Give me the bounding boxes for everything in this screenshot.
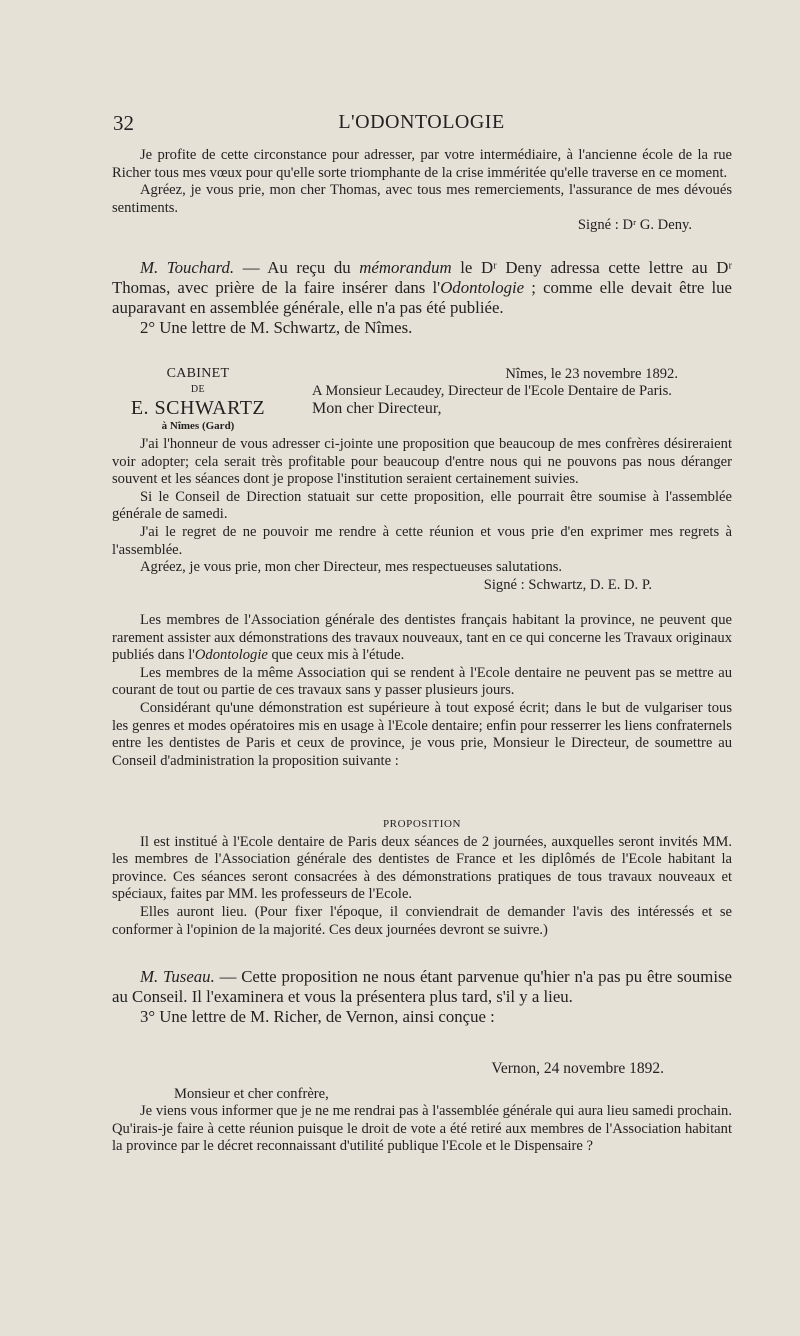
running-title: L'ODONTOLOGIE [338, 111, 505, 133]
paragraph: Elles auront lieu. (Pour fixer l'époque, il conviendrait de demander l'avis des intéressés et se conformer à l'opinion de la majorité. Ces deux journées devront se suivre.) [112, 903, 732, 938]
text-run: mémorandum [359, 258, 452, 277]
tuseau-remark [112, 967, 732, 1027]
journal-name: Odontologie [194, 647, 268, 664]
letter-date: Nîmes, le 23 novembre 1892. [505, 366, 678, 382]
journal-name: Odontologie [440, 278, 525, 297]
salutation: Mon cher Directeur, [312, 400, 442, 417]
paragraph: J'ai le regret de ne pouvoir me rendre à cette réunion et vous prie d'en exprimer mes regrets à l'assemblée. [112, 523, 732, 558]
letterhead-line: à Nîmes (Gard) [161, 420, 235, 432]
letterhead [112, 366, 732, 432]
paragraph: J'ai l'honneur de vous adresser ci-jointe une proposition que beaucoup de mes confrères désireraient voir adopter; cela serait très profitable pour beaucoup d'entre nous qui ne pouvons pas nous déranger souvent et les séances dont je propose l'institution seraient certainement suivies. [112, 436, 732, 488]
letter-date: Vernon, 24 novembre 1892. [491, 1060, 664, 1077]
section-heading: PROPOSITION [382, 818, 462, 830]
list-item: 2° Une lettre de M. Schwartz, de Nîmes. [140, 318, 413, 337]
paragraph: Agréez, je vous prie, mon cher Directeur, mes respectueuses salutations. [140, 559, 563, 576]
paragraph: Les membres de la même Association qui se rendent à l'Ecole dentaire ne peuvent pas se mettre au courant de tout ou partie de ces travaux sans y passer plusieurs jours. [112, 664, 732, 699]
richer-letter [112, 1060, 732, 1156]
text-run: — Au reçu du [234, 258, 360, 277]
page-number: 32 [113, 111, 134, 135]
signature: Signé : Schwartz, D. E. D. P. [483, 576, 652, 593]
text-run: ; comme elle devait être lue auparavant en assemblée générale, elle n'a pas été publiée. [112, 278, 732, 317]
speaker-name: M. Tuseau. [140, 967, 215, 986]
speaker-name: M. Touchard. [140, 258, 235, 277]
letterhead-left [112, 366, 284, 434]
schwartz-letter [112, 436, 732, 594]
paragraph: Agréez, je vous prie, mon cher Thomas, avec tous mes remerciements, l'assurance de mes dévoués sentiments. [112, 182, 732, 216]
text-run: le Dʳ Deny adressa cette lettre au Dʳ Thomas, avec prière de la faire insérer dans l' [112, 258, 733, 297]
addressee: A Monsieur Lecaudey, Directeur de l'Ecole Dentaire de Paris. [312, 382, 672, 399]
text-run: que ceux mis à l'étude. [267, 647, 405, 664]
signature: Signé : Dʳ G. Deny. [577, 217, 692, 234]
association-text [112, 612, 732, 770]
letterhead-line: DE [190, 384, 206, 395]
letterhead-line: CABINET [166, 366, 230, 381]
paragraph: Je profite de cette circonstance pour adresser, par votre intermédiaire, à l'ancienne école de la rue Richer tous mes vœux pour qu'elle sorte triomphante de la crise imméritée qu'elle traverse en ce moment. [112, 147, 732, 181]
text-run: — Cette proposition ne nous étant parvenue qu'hier n'a pas pu être soumise au Conseil. Il l'examinera et vous la présentera plus tard, s'il y a lieu. [112, 967, 732, 1006]
paragraph [112, 612, 732, 665]
page-header [113, 111, 730, 139]
paragraph: Je viens vous informer que je ne me rendrai pas à l'assemblée générale qui aura lieu samedi prochain. Qu'irais-je faire à cette réunion puisque le droit de vote a été retiré aux membres de l'Association habitant la province par le décret reconnaissant d'utilité publique l'Ecole et le Dispensaire ? [112, 1103, 732, 1155]
paragraph [112, 967, 732, 1007]
letterhead-right [312, 366, 732, 418]
deny-letter-end [112, 147, 732, 235]
paragraph [112, 258, 732, 318]
letterhead-name: E. SCHWARTZ [130, 397, 266, 419]
text-run: Les membres de l'Association générale des dentistes français habitant la province, ne peuvent que rarement assister aux démonstrations des travaux nouveaux, tant en ce qui concerne les Travaux originaux publiés dans l' [112, 612, 732, 664]
paragraph: Il est institué à l'Ecole dentaire de Paris deux séances de 2 journées, auxquelles seront invités MM. les membres de l'Association générale des dentistes de France et les diplômés de l'Ecole habitant la province. Ces séances seront consacrées à des démonstrations pratiques de tous travaux nouveaux et spéciaux, faites par MM. les professeurs de l'Ecole. [112, 833, 732, 903]
salutation: Monsieur et cher confrère, [174, 1085, 329, 1102]
list-item: 3° Une lettre de M. Richer, de Vernon, ainsi conçue : [140, 1007, 495, 1026]
proposition [112, 816, 732, 939]
paragraph: Si le Conseil de Direction statuait sur cette proposition, elle pourrait être soumise à l'assemblée générale de samedi. [112, 488, 732, 523]
paragraph: Considérant qu'une démonstration est supérieure à tout exposé écrit; dans le but de vulgariser tous les genres et modes opératoires mis en usage à l'Ecole dentaire; enfin pour resserrer les liens confraternels entre les dentistes de Paris et ceux de province, je vous prie, Monsieur le Directeur, de soumettre au Conseil d'administration la proposition suivante : [112, 699, 732, 769]
touchard-remark [112, 258, 732, 338]
